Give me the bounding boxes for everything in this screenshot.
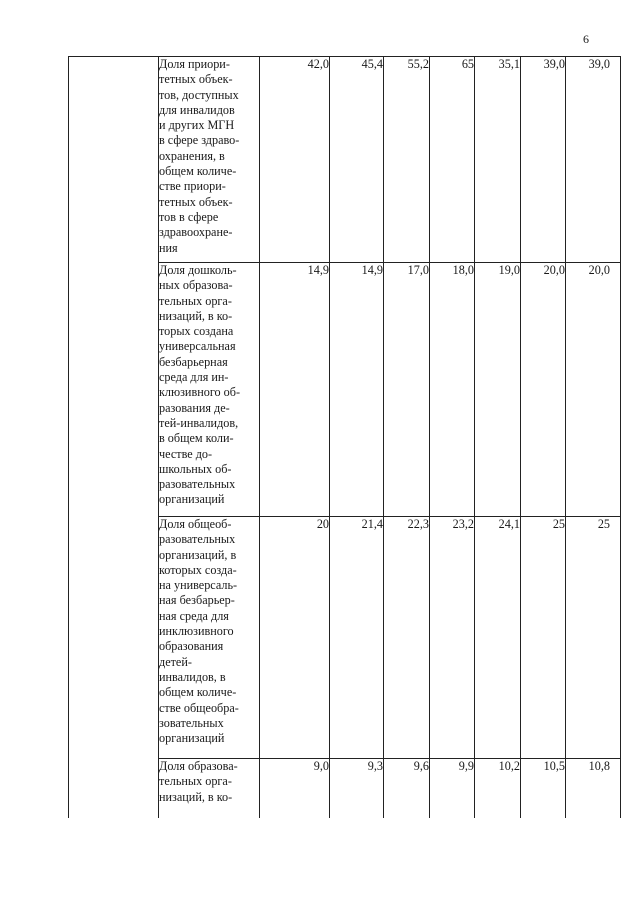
value-cell: 10,8	[566, 759, 621, 819]
value-cell: 25	[521, 517, 566, 759]
label-line: Доля общеоб-	[159, 517, 232, 531]
value-cell: 9,0	[260, 759, 330, 819]
value-cell: 20,0	[566, 263, 621, 517]
indicator-label-cell	[159, 57, 260, 263]
label-line: ная безбарьер-	[159, 593, 235, 608]
label-line: которых созда-	[159, 562, 237, 577]
label-line: низаций, в ко-	[159, 789, 233, 804]
value-cell: 65	[430, 57, 475, 263]
indicators-table	[68, 56, 621, 819]
value-cell: 19,0	[475, 263, 521, 517]
value-cell: 10,5	[521, 759, 566, 819]
label-line: организаций	[159, 731, 225, 746]
label-line: тов, доступных	[159, 87, 239, 102]
label-line: здравоохране-	[159, 225, 233, 240]
label-line: в общем коли-	[159, 431, 234, 446]
empty-column-cell	[69, 57, 159, 819]
indicator-label-cell	[159, 517, 260, 759]
label-line: тей-инвалидов,	[159, 415, 239, 430]
label-line: тетных объек-	[159, 194, 233, 209]
value-cell: 55,2	[384, 57, 430, 263]
label-line: разовательных	[159, 477, 236, 492]
label-line: школьных об-	[159, 461, 232, 476]
label-line: универсальная	[159, 339, 236, 354]
value-cell: 20	[260, 517, 330, 759]
value-cell: 9,6	[384, 759, 430, 819]
indicator-label-cell	[159, 263, 260, 517]
table-row	[69, 57, 621, 263]
label-line: Доля образова-	[159, 759, 238, 773]
label-line: тельных орга-	[159, 774, 232, 789]
label-line: общем количе-	[159, 164, 237, 179]
label-line: клюзивного об-	[159, 385, 241, 400]
label-line: безбарьерная	[159, 354, 228, 369]
label-line: охранения, в	[159, 148, 225, 163]
value-cell: 9,9	[430, 759, 475, 819]
label-line: стве общеобра-	[159, 700, 239, 715]
label-line: общем количе-	[159, 685, 237, 700]
label-line: инклюзивного	[159, 624, 234, 639]
value-cell: 14,9	[260, 263, 330, 517]
label-line: тетных объек-	[159, 72, 233, 87]
indicator-label-cell	[159, 759, 260, 819]
label-line: организаций	[159, 492, 225, 507]
value-cell: 18,0	[430, 263, 475, 517]
value-cell: 22,3	[384, 517, 430, 759]
value-cell: 25	[566, 517, 621, 759]
label-line: разовательных	[159, 532, 236, 547]
value-cell: 39,0	[521, 57, 566, 263]
label-line: Доля дошколь-	[159, 263, 237, 277]
value-cell: 17,0	[384, 263, 430, 517]
label-line: честве до-	[159, 446, 213, 461]
label-line: среда для ин-	[159, 370, 229, 385]
label-line: на универсаль-	[159, 578, 238, 593]
label-line: Доля приори-	[159, 57, 230, 71]
label-line: тельных орга-	[159, 293, 232, 308]
label-line: низаций, в ко-	[159, 308, 233, 323]
label-line: разования де-	[159, 400, 230, 415]
value-cell: 20,0	[521, 263, 566, 517]
label-line: торых создана	[159, 324, 234, 339]
value-cell: 39,0	[566, 57, 621, 263]
value-cell: 23,2	[430, 517, 475, 759]
label-line: тов в сфере	[159, 209, 219, 224]
label-line: и других МГН	[159, 118, 235, 133]
value-cell: 14,9	[330, 263, 384, 517]
value-cell: 21,4	[330, 517, 384, 759]
label-line: организаций, в	[159, 547, 237, 562]
label-line: ная среда для	[159, 608, 229, 623]
label-line: зовательных	[159, 715, 224, 730]
label-line: ния	[159, 240, 178, 255]
label-line: в сфере здраво-	[159, 133, 240, 148]
value-cell: 24,1	[475, 517, 521, 759]
value-cell: 45,4	[330, 57, 384, 263]
label-line: ных образова-	[159, 278, 233, 293]
value-cell: 9,3	[330, 759, 384, 819]
value-cell: 35,1	[475, 57, 521, 263]
label-line: стве приори-	[159, 179, 226, 194]
page-bottom-margin	[0, 818, 640, 905]
page-number: 6	[583, 32, 589, 46]
label-line: для инвалидов	[159, 102, 235, 117]
value-cell: 42,0	[260, 57, 330, 263]
label-line: инвалидов, в	[159, 669, 226, 684]
label-line: детей-	[159, 654, 192, 669]
label-line: образования	[159, 639, 224, 654]
value-cell: 10,2	[475, 759, 521, 819]
